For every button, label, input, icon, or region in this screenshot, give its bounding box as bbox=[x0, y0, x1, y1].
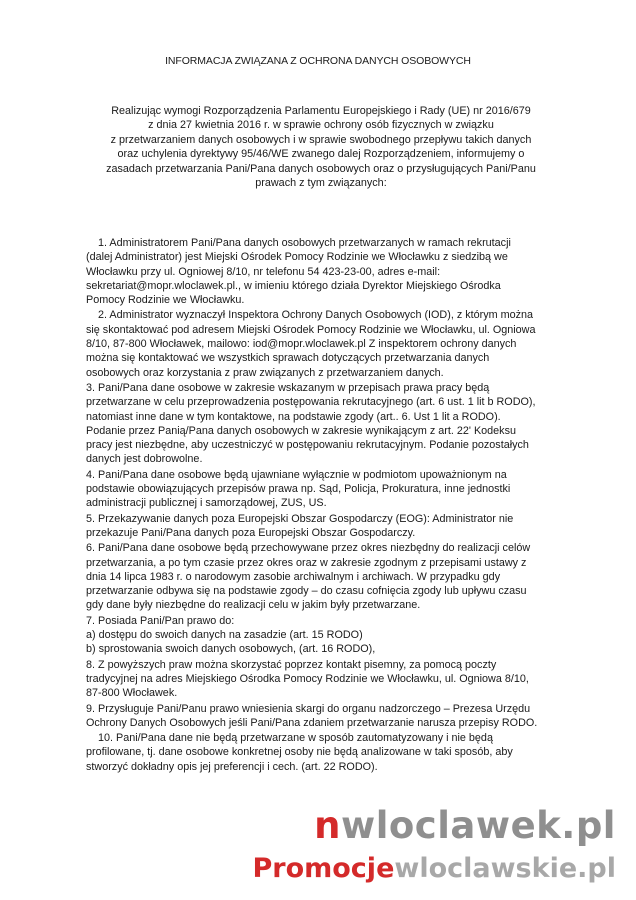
item-line: gdy dane były niezbędne do realizacji celu w jakim były przetwarzane. bbox=[86, 599, 421, 612]
item-line: 6. Pani/Pana dane osobowe będą przechowywane przez okres niezbędny do realizacji celów bbox=[86, 542, 531, 555]
intro-paragraph bbox=[86, 104, 556, 190]
item-line: przetwarzane w celu przeprowadzenia postępowania rekrutacyjnego (art. 6 ust. 1 lit b RODO), bbox=[86, 396, 536, 409]
item-line: Ochrony Danych Osobowych jeśli Pani/Pana zdaniem przetwarzanie narusza przepisy RODO. bbox=[86, 716, 538, 729]
item-line: 4. Pani/Pana dane osobowe będą ujawniane wyłącznie w podmiotom upoważnionym na bbox=[86, 468, 507, 481]
item-line: 3. Pani/Pana dane osobowe w zakresie wskazanym w przepisach prawa pracy będą bbox=[86, 381, 490, 394]
item-line: profilowane, tj. dane osobowe konkretnej osoby nie będą analizowane w taki sposób, aby bbox=[86, 746, 513, 759]
item-line: podstawie obowiązujących przepisów prawa np. Sąd, Policja, Prokuratura, inne jednostki bbox=[86, 483, 511, 496]
list-item bbox=[86, 381, 556, 467]
item-line: przekazuje Pani/Pana danych poza Europejski Obszar Gospodarczy. bbox=[86, 526, 416, 539]
item-line: stworzyć dokładny opis jej preferencji i cech. (art. 22 RODO). bbox=[86, 760, 378, 773]
intro-line: prawach z tym związanych: bbox=[255, 177, 387, 190]
item-line: 2. Administrator wyznaczył Inspektora Ochrony Danych Osobowych (IOD), z którym można bbox=[98, 309, 534, 322]
item-line: (dalej Administrator) jest Miejski Ośrodek Pomocy Rodzinie we Włocławku z siedzibą we bbox=[86, 251, 508, 264]
item-line: 5. Przekazywanie danych poza Europejski Obszar Gospodarczy (EOG): Administrator nie bbox=[86, 512, 514, 525]
watermark-red-text: n bbox=[314, 804, 342, 847]
item-line: natomiast inne dane w tym kontaktowe, na podstawie zgody (art.. 6. Ust 1 lit a RODO). bbox=[86, 410, 501, 423]
list-item bbox=[86, 614, 556, 657]
watermark-promo-logo bbox=[236, 853, 616, 884]
numbered-list bbox=[86, 236, 556, 775]
item-line: 7. Posiada Pani/Pan prawo do: bbox=[86, 614, 235, 627]
item-line: sekretariat@mopr.wloclawek.pl., w imieniu którego działa Dyrektor Miejskiego Ośrodka bbox=[86, 279, 501, 292]
item-line: pracy jest niezbędne, aby uczestniczyć w postępowaniu rekrutacyjnym. Podanie pozostałych bbox=[86, 439, 529, 452]
item-line: 1. Administratorem Pani/Pana danych osobowych przetwarzanych w ramach rekrutacji bbox=[98, 237, 511, 249]
list-item bbox=[86, 512, 556, 541]
item-line: przetwarzanie odbywa się na podstawie zgody – do czasu cofnięcia zgody lub upływu czasu bbox=[86, 585, 527, 598]
item-line: 8. Z powyższych praw można skorzystać poprzez kontakt pisemny, za pomocą poczty bbox=[86, 658, 497, 671]
list-item bbox=[86, 702, 556, 731]
document-title: INFORMACJA ZWIĄZANA Z OCHRONA DANYCH OSOBOWYCH bbox=[165, 55, 471, 67]
item-line: Włocławku przy ul. Ogniowej 8/10, nr telefonu 54 423-23-00, adres e-mail: bbox=[86, 265, 441, 278]
intro-line: zasadach przetwarzania Pani/Pana danych osobowych oraz o przysługujących Pani/Panu bbox=[106, 162, 536, 175]
list-item bbox=[86, 731, 556, 774]
item-line: Podanie przez Panią/Pana danych osobowych w zakresie wynikającym z art. 22' Kodeksu bbox=[86, 424, 516, 437]
item-line: 8/10, 87-800 Włocławek, mailowo: iod@mopr.wloclawek.pl Z inspektorem ochrony danych bbox=[86, 338, 517, 351]
list-item bbox=[86, 468, 556, 511]
item-line: tradycyjnej na adres Miejskiego Ośrodka Pomocy Rodzinie we Włocławku, ul. Ogniowa 8/10, bbox=[86, 672, 529, 685]
watermark-red-text: Promocje bbox=[252, 853, 395, 884]
item-line: administracji publicznej i samorządowej, ZUS, US. bbox=[86, 497, 327, 510]
item-line: 9. Przysługuje Pani/Panu prawo wniesienia skargi do organu nadzorczego – Prezesa Urzędu bbox=[86, 702, 531, 715]
intro-line: oraz uchylenia dyrektywy 95/46/WE zwanego dalej Rozporządzeniem, informujemy o bbox=[117, 148, 525, 161]
list-item bbox=[86, 308, 556, 379]
item-line: 87-800 Włocławek. bbox=[86, 687, 178, 700]
item-line: b) sprostowania swoich danych osobowych, (art. 16 RODO), bbox=[86, 643, 376, 656]
item-line: osobowych oraz korzystania z praw związanych z przetwarzaniem danych. bbox=[86, 366, 444, 379]
item-line: a) dostępu do swoich danych na zasadzie (art. 15 RODO) bbox=[86, 629, 363, 642]
item-line: przetwarzania, a po tym czasie przez okres oraz w zakresie zgodnym z przepisami ustawy z bbox=[86, 556, 527, 569]
list-item bbox=[86, 541, 556, 612]
intro-line: z przetwarzaniem danych osobowych i w sprawie swobodnego przepływu takich danych bbox=[110, 133, 532, 146]
item-line: danych jest dobrowolne. bbox=[86, 453, 203, 466]
item-line: 10. Pani/Pana dane nie będą przetwarzane w sposób zautomatyzowany i nie będą bbox=[98, 732, 493, 745]
item-line: dnia 14 lipca 1983 r. o narodowym zasobie archiwalnym i archiwach. W przypadku gdy bbox=[86, 570, 501, 583]
watermark-site-logo bbox=[236, 804, 616, 847]
watermark-gray-text: wloclawek.pl bbox=[341, 804, 616, 847]
list-item bbox=[86, 658, 556, 701]
item-line: Pomocy Rodzinie we Włocławku. bbox=[86, 294, 245, 307]
intro-line: Realizując wymogi Rozporządzenia Parlamentu Europejskiego i Rady (UE) nr 2016/679 bbox=[111, 105, 531, 117]
intro-line: z dnia 27 kwietnia 2016 r. w sprawie ochrony osób fizycznych w związku bbox=[148, 119, 494, 132]
item-line: się skontaktować pod adresem Miejski Ośrodek Pomocy Rodzinie we Włocławku, ul. Ogniowa bbox=[86, 323, 536, 336]
item-line: można się kontaktować we wszystkich sprawach dotyczących przetwarzania danych bbox=[86, 352, 490, 365]
list-item bbox=[86, 236, 556, 307]
watermark-gray-text: wloclawskie.pl bbox=[394, 853, 616, 884]
